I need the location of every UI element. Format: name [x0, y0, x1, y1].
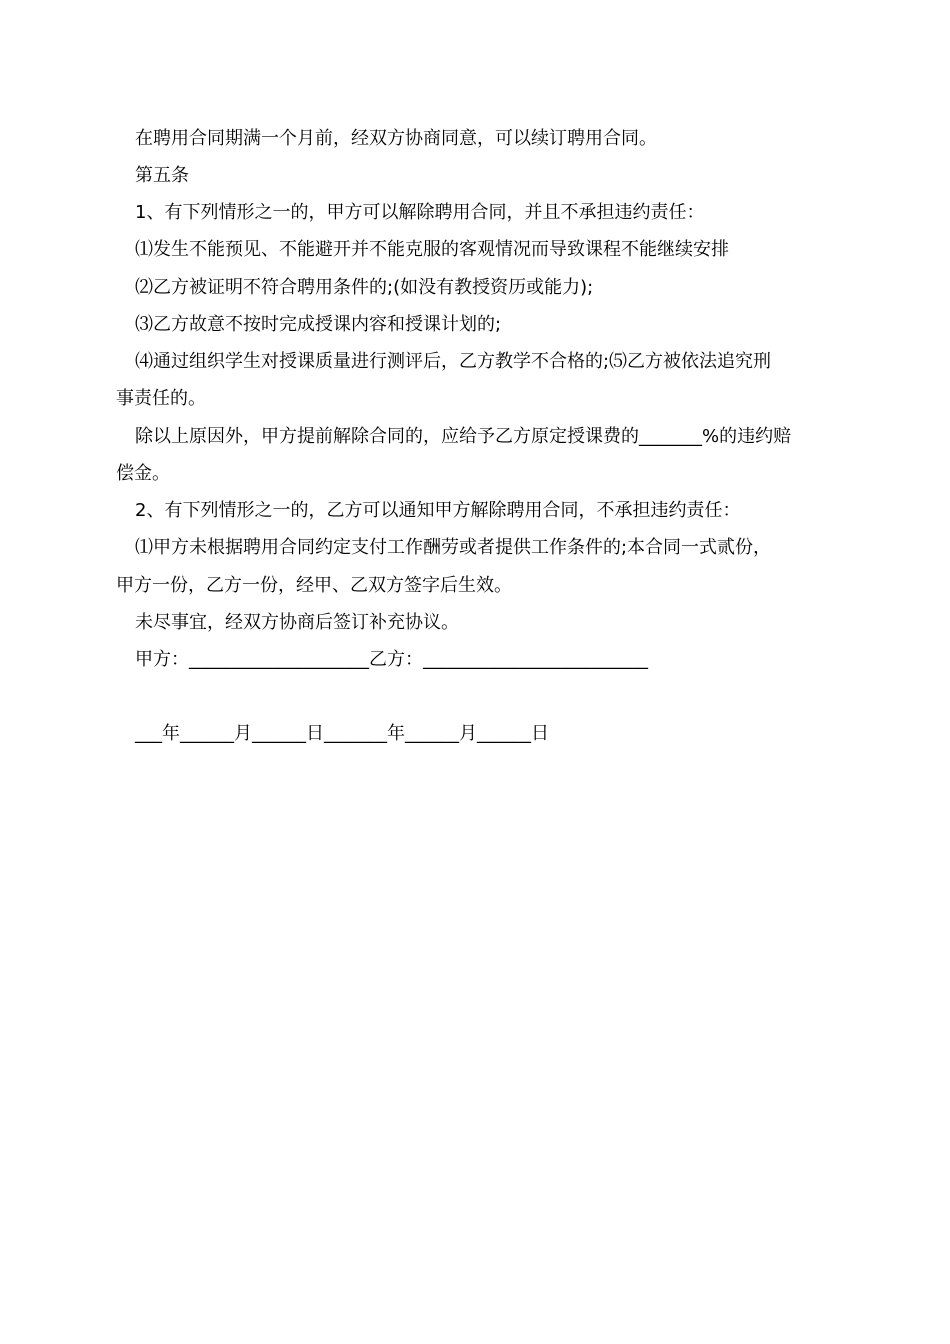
signature-line: 甲方：____________________乙方：_________________________: [135, 649, 648, 670]
supplementary-agreement: 未尽事宜，经双方协商后签订补充协议。: [135, 612, 459, 633]
clause-1-intro: 1、有下列情形之一的，甲方可以解除聘用合同，并且不承担违约责任：: [135, 202, 705, 223]
article-five-heading: 第五条: [135, 165, 189, 186]
clause-1-item-4-5: ⑷通过组织学生对授课质量进行测评后，乙方教学不合格的;⑸乙方被依法追究刑: [135, 351, 772, 372]
penalty-paragraph-cont: 偿金。: [116, 463, 170, 484]
clause-1-item-1: ⑴发生不能预见、不能避开并不能克服的客观情况而导致课程不能继续安排: [135, 239, 729, 260]
clause-1-item-5-cont: 事责任的。: [116, 388, 206, 409]
penalty-paragraph: 除以上原因外，甲方提前解除合同的，应给予乙方原定授课费的_______%的违约赔: [135, 426, 792, 447]
date-line: ___年______月______日_______年______月______日: [135, 723, 549, 744]
paragraph-renewal: 在聘用合同期满一个月前，经双方协商同意，可以续订聘用合同。: [135, 128, 657, 149]
clause-1-item-2: ⑵乙方被证明不符合聘用条件的;(如没有教授资历或能力);: [135, 277, 594, 298]
clause-1-item-3: ⑶乙方故意不按时完成授课内容和授课计划的;: [135, 314, 502, 335]
clause-2-item-1: ⑴甲方未根据聘用合同约定支付工作酬劳或者提供工作条件的;本合同一式贰份，: [135, 537, 772, 558]
clause-2-item-1-cont: 甲方一份，乙方一份，经甲、乙双方签字后生效。: [116, 575, 512, 596]
clause-2-intro: 2、有下列情形之一的，乙方可以通知甲方解除聘用合同，不承担违约责任：: [135, 500, 741, 521]
